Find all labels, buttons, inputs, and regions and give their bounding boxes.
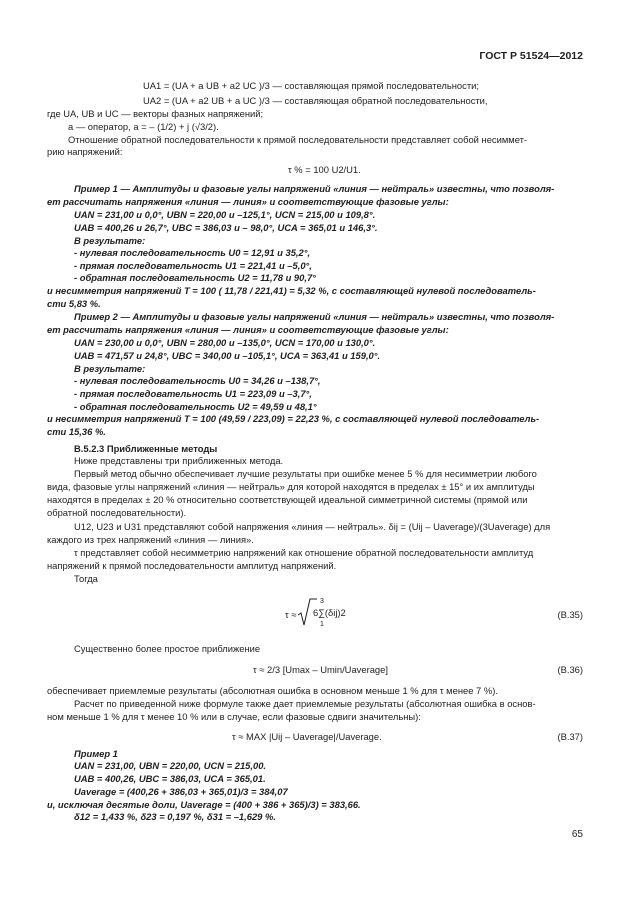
text-line: и несимметрия напряжений T = 100 (49,59 / 223,09) = 22,23 %, с составляющей нулевой последователь-: [47, 413, 540, 424]
text-line: ет рассчитать напряжения «линия — линия» и соответствующие фазовые углы:: [47, 324, 449, 335]
text-line: вида, фазовые углы напряжений «линия — нейтраль» для которой находятся в пределах ± 15° и их амплитуды: [47, 481, 535, 492]
text-line: UAN = 231,00, UBN = 220,00, UCN = 215,00.: [74, 760, 267, 771]
text-line: UA1 = (UA + a UB + a2 UC )/3 — составляющая прямой последовательности;: [143, 80, 479, 91]
text-line: В результате:: [74, 235, 146, 246]
equation-b35-upper-limit: 3: [320, 598, 324, 605]
text-line: - прямая последовательность U1 = 223,09 и –3,7°,: [74, 388, 312, 399]
text-line: U12, U23 и U31 представляют собой напряжения «линия — нейтраль». δij = (Uij – Uaverage)/(3Uaverage) для: [74, 521, 551, 532]
equation-b35-lower-limit: 1: [320, 621, 324, 628]
text-line: В результате:: [74, 363, 146, 374]
text-line: рию напряжений:: [47, 146, 123, 157]
example-heading: Пример 1 — Амплитуды и фазовые углы напряжений «линия — нейтраль» известны, что позволя-: [74, 183, 555, 194]
text-line: обратной последовательности).: [47, 507, 187, 518]
text-line: δ12 = 1,433 %, δ23 = 0,197 %, δ31 = –1,629 %.: [74, 811, 276, 822]
section-heading: В.5.2.3 Приближенные методы: [74, 443, 218, 454]
text-line: - обратная последовательность U2 = 49,59 и 48,1°: [74, 401, 317, 412]
text-line: UAB = 400,26 и 26,7°, UBC = 386,03 и – 98,0°, UCA = 365,01 и 146,3°.: [74, 222, 378, 233]
text-line: τ представляет собой несимметрию напряжений как отношение обратной последовательности амплитуд: [74, 547, 534, 558]
page-number: 65: [571, 829, 583, 840]
text-line: Расчет по приведенной ниже формуле также дает приемлемые результаты (абсолютная ошибка в основ-: [74, 698, 536, 709]
text-line: находятся в пределах ± 20 % относительно соответствующей идеальной симметричной системы (прямой или: [47, 494, 528, 505]
text-line: Отношение обратной последовательности к прямой последовательности представляет собой несиммет-: [68, 134, 528, 145]
text-line: UAB = 471,57 и 24,8°, UBC = 340,00 и –105,1°, UCA = 363,41 и 159,0°.: [74, 350, 381, 361]
text-line: где UA, UB и UC — векторы фазных напряжений;: [47, 108, 264, 119]
text-line: - обратная последовательность U2 = 11,78 и 90,7°: [74, 272, 316, 283]
equation-b36-number: (В.36): [557, 664, 583, 675]
text-line: UAB = 400,26, UBC = 386,03, UCA = 365,01.: [74, 773, 266, 784]
text-line: и несимметрия напряжений T = 100 ( 11,78 / 221,41) = 5,32 %, с составляющей нулевой последователь-: [47, 285, 536, 296]
text-line: UAN = 231,00 и 0,0°, UBN = 220,00 и –125,1°, UCN = 215,00 и 109,8°.: [74, 209, 376, 220]
equation-b36: τ ≈ 2/3 [Umax – Umin/Uaverage]: [253, 664, 388, 675]
text-line: и, исключая десятые доли, Uaverage = (400 + 386 + 365)/3) = 383,66.: [47, 799, 361, 810]
text-line: напряжений к прямой последовательности амплитуд напряжений.: [47, 560, 337, 571]
text-line: сти 5,83 %.: [47, 298, 101, 309]
equation-b35-body: 6∑(δij)2: [313, 607, 346, 618]
example-heading: Пример 1: [74, 748, 118, 759]
document-header: ГОСТ Р 51524—2012: [479, 50, 583, 62]
text-line: обеспечивает приемлемые результаты (абсолютная ошибка в основном меньше 1 % для τ менее 7 %).: [47, 685, 498, 696]
equation-b37-number: (В.37): [557, 731, 583, 742]
equation-b37: τ ≈ MAX |Uij – Uaverage|/Uaverage.: [232, 731, 382, 742]
text-line: ном меньше 1 % для τ менее 10 % или в случае, если фазовые сдвиги значительны):: [47, 711, 421, 722]
equation-b35-number: (В.35): [557, 609, 583, 620]
text-line: Существенно более простое приближение: [74, 643, 261, 654]
text-line: сти 15,36 %.: [47, 426, 106, 437]
equation-b35-lhs: τ ≈: [285, 609, 297, 620]
text-line: a — оператор, a = – (1/2) + j (√3/2).: [68, 121, 219, 132]
equation-tau: τ % = 100 U2/U1.: [288, 164, 361, 175]
text-line: UA2 = (UA + a2 UB + a UC )/3 — составляющая обратной последовательности,: [143, 95, 488, 106]
text-line: ет рассчитать напряжения «линия — линия» и соответствующие фазовые углы:: [47, 196, 449, 207]
text-line: - нулевая последовательность U0 = 34,26 и –138,7°,: [74, 375, 321, 386]
text-line: Тогда: [74, 573, 98, 584]
example-heading: Пример 2 — Амплитуды и фазовые углы напряжений «линия — нейтраль» известны, что позволя-: [74, 311, 555, 322]
text-line: Первый метод обычно обеспечивает лучшие результаты при ошибке менее 5 % для несимметрии любого: [74, 468, 537, 479]
text-line: Uaverage = (400,26 + 386,03 + 365,01)/3 = 384,07: [74, 786, 288, 797]
text-line: - прямая последовательность U1 = 221,41 и –5,0°,: [74, 260, 312, 271]
text-line: Ниже представлены три приближенных метода.: [74, 455, 284, 466]
text-line: UAN = 230,00 и 0,0°, UBN = 280,00 и –135,0°, UCN = 170,00 и 130,0°.: [74, 337, 376, 348]
text-line: каждого из трех напряжений «линия — линия».: [47, 534, 254, 545]
text-line: - нулевая последовательность U0 = 12,91 и 35,2°,: [74, 247, 311, 258]
